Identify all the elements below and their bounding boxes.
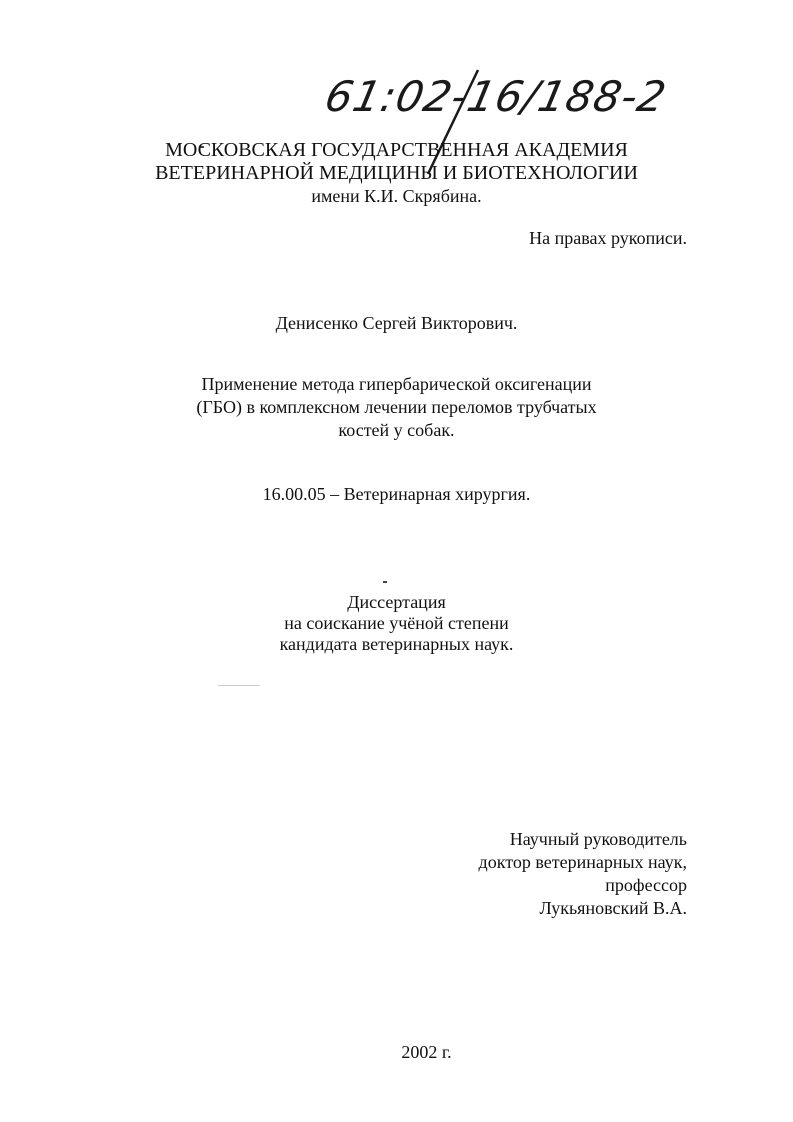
- scan-speck: [383, 581, 387, 583]
- year: 2002 г.: [401, 1042, 452, 1062]
- institution-block: [0, 139, 793, 208]
- title-line-2: (ГБО) в комплексном лечении переломов трубчатых: [196, 397, 597, 417]
- advisor-line-1: Научный руководитель: [509, 829, 687, 849]
- degree-block: [70, 592, 723, 655]
- title-line-1: Применение метода гипербарической оксигенации: [201, 374, 592, 394]
- dissertation-title: [70, 373, 723, 442]
- degree-line-1: Диссертация: [347, 592, 446, 612]
- advisor-block: [479, 828, 687, 920]
- handwritten-archive-number: 61:02-16/188-2: [320, 72, 672, 121]
- institution-line-3: имени К.И. Скрябина.: [311, 186, 482, 206]
- scan-artifact-line: [218, 685, 260, 686]
- advisor-line-3: профессор: [605, 875, 687, 895]
- advisor-line-4: Лукьяновский В.А.: [539, 898, 687, 918]
- author-name: Денисенко Сергей Викторович.: [275, 313, 518, 333]
- specialty-code: 16.00.05 – Ветеринарная хирургия.: [262, 484, 531, 504]
- degree-line-2: на соискание учёной степени: [284, 613, 509, 633]
- institution-line-2: ВЕТЕРИНАРНОЙ МЕДИЦИНЫ И БИОТЕХНОЛОГИИ: [155, 162, 638, 184]
- rights-note: На правах рукописи.: [529, 228, 687, 248]
- degree-line-3: кандидата ветеринарных наук.: [279, 634, 514, 654]
- title-line-3: костей у собак.: [338, 420, 455, 440]
- advisor-line-2: доктор ветеринарных наук,: [478, 852, 687, 872]
- institution-line-1: МОСКОВСКАЯ ГОСУДАРСТВЕННАЯ АКАДЕМИЯ: [165, 139, 628, 161]
